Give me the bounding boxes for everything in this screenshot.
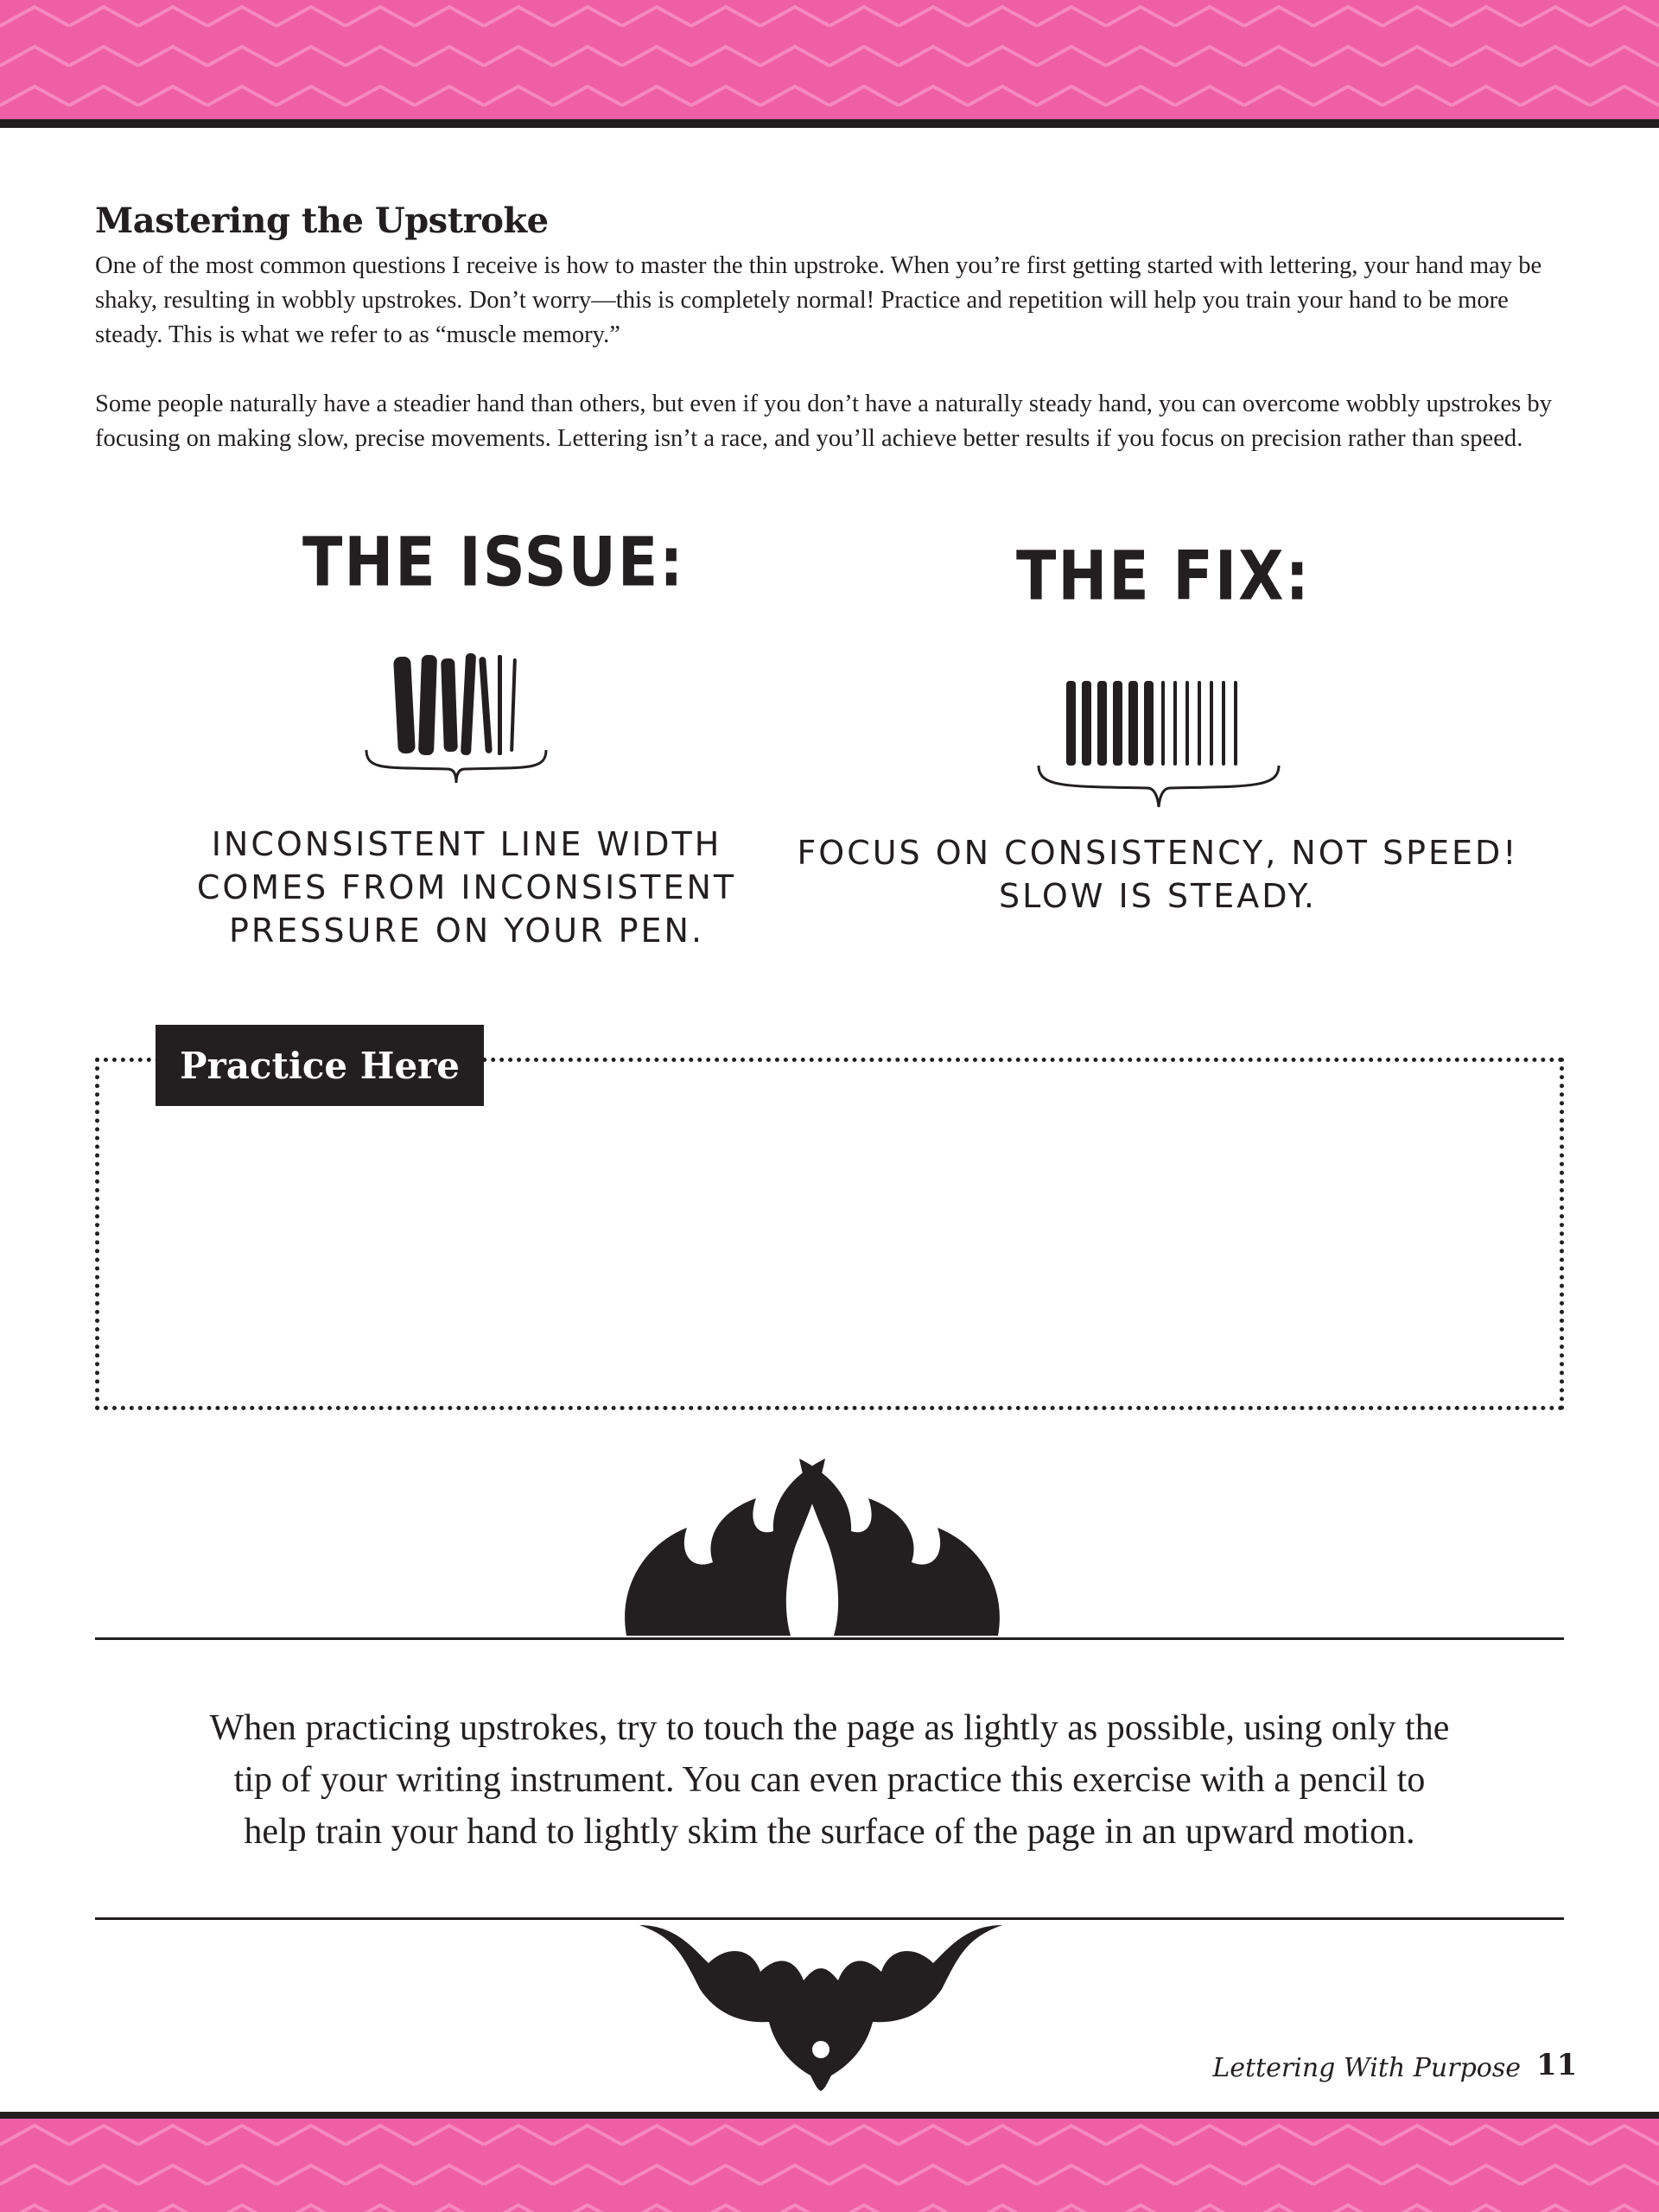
footer-book-title: Lettering With Purpose (1212, 2053, 1521, 2083)
damask-leaf-ornament-icon (618, 1441, 1007, 1640)
top-divider (0, 119, 1659, 128)
page-number: 11 (1536, 2048, 1578, 2082)
fix-brace (1033, 760, 1284, 812)
practice-area[interactable] (95, 1058, 1564, 1410)
fix-caption-line: SLOW IS STEADY. (998, 877, 1318, 915)
intro-paragraph: One of the most common questions I receive is how to master the thin upstroke. When you’re first getting started with lettering, your hand may be shaky, resulting in wobbly upstrokes. Don’t worry—this is completely normal! Practice and repetition will help you train your hand to be more steady. This is what we refer to as “muscle memory.” (95, 252, 1542, 348)
tip-line: tip of your writing instrument. You can even practice this exercise with a pencil to (233, 1760, 1426, 1800)
tip-text (95, 1702, 1564, 1858)
damask-ornament-icon (639, 1920, 1002, 2091)
section-heading: Mastering the Upstroke (95, 200, 549, 241)
fix-caption (778, 831, 1538, 918)
issue-caption-line: PRESSURE ON YOUR PEN. (228, 912, 705, 950)
zigzag-pattern-icon (0, 0, 1659, 121)
inconsistent-strokes-illustration (389, 648, 536, 760)
fix-caption-line: FOCUS ON CONSISTENCY, NOT SPEED! (797, 834, 1519, 872)
second-paragraph: Some people naturally have a steadier hand than others, but even if you don’t have a naturally steady hand, you can overcome wobbly upstrokes by focusing on making slow, precise movements. Lettering isn’t a race, and you’ll achieve better results if you focus on precision rather than speed. (95, 391, 1553, 452)
issue-caption-line: COMES FROM INCONSISTENT (196, 868, 737, 906)
bottom-chevron-band (0, 2119, 1659, 2212)
tip-line: When practicing upstrokes, try to touch the page as lightly as possible, using only the (209, 1708, 1450, 1748)
issue-title: THE ISSUE: (302, 524, 685, 602)
top-chevron-band (0, 0, 1659, 121)
issue-caption-line: INCONSISTENT LINE WIDTH (211, 825, 722, 863)
consistent-strokes-illustration (1061, 676, 1251, 771)
fix-title: THE FIX: (1016, 537, 1311, 616)
tip-line: help train your hand to lightly skim the surface of the page in an upward motion. (244, 1812, 1415, 1852)
issue-brace (361, 745, 551, 788)
issue-caption (156, 823, 778, 952)
practice-label: Practice Here (156, 1025, 484, 1106)
tip-top-rule (95, 1637, 1564, 1640)
zigzag-pattern-icon (0, 2119, 1659, 2212)
